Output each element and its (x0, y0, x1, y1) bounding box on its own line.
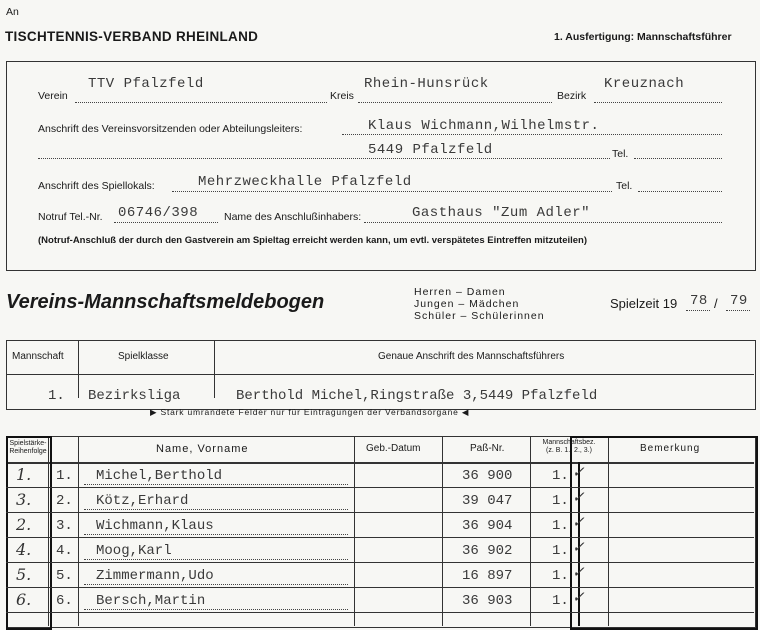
players-col-dob (442, 436, 443, 626)
header-an: An (6, 6, 19, 18)
rank-number[interactable]: 2. (56, 493, 73, 509)
name-col-label: Name, Vorname (156, 443, 249, 455)
rank-number[interactable]: 4. (56, 543, 73, 559)
category-3: Schüler – Schülerinnen (414, 310, 545, 322)
pass-number[interactable]: 36 902 (462, 543, 513, 559)
season-end-line (726, 310, 750, 311)
form-title: Vereins-Mannschaftsmeldebogen (6, 291, 325, 313)
team-col-label-1: Mannschaftsbez. (542, 439, 596, 446)
player-name[interactable]: Michel,Berthold (96, 468, 223, 484)
team-col-label (532, 439, 606, 455)
table-row-rule (6, 512, 754, 513)
kreis-line (358, 102, 552, 103)
copy-label: 1. Ausfertigung: Mannschaftsführer (554, 31, 732, 43)
class-col-label: Spielklasse (118, 351, 169, 362)
verein-label: Verein (38, 90, 68, 102)
team-designation[interactable]: 1. (552, 593, 569, 609)
name-underline (84, 509, 348, 510)
notruf-note: (Notruf-Anschluß der durch den Gastverein am Spieltag erreicht werden kann, um evtl. verspätetes Eintreffen mitzuteilen) (38, 235, 588, 246)
chair-line-1 (342, 134, 722, 135)
bezirk-value[interactable]: Kreuznach (604, 76, 685, 92)
team-col-label-2: (z. B. 1., 2., 3.) (546, 447, 592, 454)
dob-col-label: Geb.-Datum (366, 443, 421, 454)
rank-col-label-1: Spielstärke- (9, 440, 47, 447)
pass-number[interactable]: 36 904 (462, 518, 513, 534)
address-col-label: Genaue Anschrift des Mannschaftsführers (378, 351, 565, 362)
rank-handwritten[interactable]: 4. (16, 540, 32, 559)
bezirk-label: Bezirk (557, 90, 587, 102)
season-label: Spielzeit 19 (610, 296, 678, 311)
pass-col-label: Paß-Nr. (470, 443, 505, 454)
team-designation[interactable]: 1. (552, 493, 569, 509)
season-end[interactable]: 79 (730, 293, 748, 309)
anschluss-line (364, 222, 722, 223)
chair-line-2 (38, 158, 610, 159)
category-2: Jungen – Mädchen (414, 298, 520, 310)
players-col-name (354, 436, 355, 626)
player-name[interactable]: Kötz,Erhard (96, 493, 189, 509)
check-mark-icon: ✓ (572, 463, 585, 481)
remark-col-label: Bemerkung (640, 443, 701, 454)
table-row-rule (6, 537, 754, 538)
player-name[interactable]: Moog,Karl (96, 543, 172, 559)
table-row-rule (6, 487, 754, 488)
notice-label: Stark umrandete Felder nur für Eintragungen der Verbandsorgane (160, 407, 459, 417)
name-underline (84, 609, 348, 610)
verein-value[interactable]: TTV Pfalzfeld (88, 76, 204, 92)
team-designation[interactable]: 1. (552, 543, 569, 559)
pass-number[interactable]: 36 903 (462, 593, 513, 609)
season-start-line (686, 310, 710, 311)
official-remark-field (570, 436, 758, 630)
notruf-value[interactable]: 06746/398 (118, 205, 199, 221)
chair-address-1[interactable]: Klaus Wichmann,Wilhelmstr. (368, 118, 600, 134)
team-designation[interactable]: 1. (552, 468, 569, 484)
venue-label: Anschrift des Spiellokals: (38, 180, 155, 192)
venue-tel-label: Tel. (616, 180, 633, 192)
name-underline (84, 484, 348, 485)
notice-text (150, 407, 469, 418)
rank-handwritten[interactable]: 5. (16, 565, 32, 584)
team-number[interactable]: 1. (48, 388, 65, 404)
verein-line (75, 102, 327, 103)
rank-number[interactable]: 1. (56, 468, 73, 484)
rank-number[interactable]: 5. (56, 568, 73, 584)
pass-number[interactable]: 36 900 (462, 468, 513, 484)
notice-arrow-left-icon: ▶ (150, 407, 161, 417)
team-col-divider-1 (78, 340, 79, 398)
kreis-label: Kreis (330, 90, 354, 102)
table-row-rule (6, 587, 754, 588)
team-col-divider-2 (214, 340, 215, 398)
pass-number[interactable]: 39 047 (462, 493, 513, 509)
team-col-label: Mannschaft (12, 351, 64, 362)
rank-number[interactable]: 6. (56, 593, 73, 609)
team-designation[interactable]: 1. (552, 568, 569, 584)
org-name: TISCHTENNIS-VERBAND RHEINLAND (5, 29, 259, 44)
chair-tel-label: Tel. (612, 148, 629, 160)
venue-line (172, 191, 612, 192)
check-mark-icon: ✓ (572, 563, 585, 581)
pass-number[interactable]: 16 897 (462, 568, 513, 584)
rank-number[interactable]: 3. (56, 518, 73, 534)
player-name[interactable]: Bersch,Martin (96, 593, 206, 609)
players-col-pass (530, 436, 531, 626)
name-underline (84, 534, 348, 535)
rank-col-label (9, 440, 47, 456)
check-mark-icon: ✓ (572, 488, 585, 506)
team-header-rule (6, 374, 754, 375)
rank-handwritten[interactable]: 1. (16, 465, 32, 484)
check-mark-icon: ✓ (572, 538, 585, 556)
players-col-rank (78, 436, 79, 626)
check-mark-icon: ✓ (572, 513, 585, 531)
chair-label: Anschrift des Vereinsvorsitzenden oder Abteilungsleiters: (38, 123, 303, 135)
notruf-line (114, 222, 218, 223)
rank-handwritten[interactable]: 3. (16, 490, 32, 509)
venue-value[interactable]: Mehrzweckhalle Pfalzfeld (198, 174, 412, 190)
chair-tel-line (634, 158, 722, 159)
name-underline (84, 559, 348, 560)
check-mark-icon: ✓ (572, 588, 585, 606)
rank-handwritten[interactable]: 2. (16, 515, 32, 534)
venue-tel-line (638, 191, 722, 192)
category-1: Herren – Damen (414, 286, 506, 298)
player-name[interactable]: Zimmermann,Udo (96, 568, 214, 584)
anschluss-label: Name des Anschlußinhabers: (224, 211, 362, 223)
class-value[interactable]: Bezirksliga (88, 388, 181, 404)
season-separator: / (714, 296, 718, 311)
anschluss-value[interactable]: Gasthaus "Zum Adler" (412, 205, 591, 221)
bezirk-line (594, 102, 722, 103)
name-underline (84, 584, 348, 585)
table-row-rule (6, 612, 754, 613)
kreis-value[interactable]: Rhein-Hunsrück (364, 76, 489, 92)
season-start[interactable]: 78 (690, 293, 708, 309)
notruf-label: Notruf Tel.-Nr. (38, 211, 103, 223)
rank-handwritten[interactable]: 6. (16, 590, 32, 609)
chair-address-2[interactable]: 5449 Pfalzfeld (368, 142, 493, 158)
table-row-rule (6, 562, 754, 563)
team-leader-address[interactable]: Berthold Michel,Ringstraße 3,5449 Pfalzfeld (236, 388, 598, 404)
notice-arrow-right-icon: ◀ (458, 407, 470, 417)
player-name[interactable]: Wichmann,Klaus (96, 518, 214, 534)
rank-col-label-2: Reihenfolge (9, 448, 47, 455)
team-designation[interactable]: 1. (552, 518, 569, 534)
